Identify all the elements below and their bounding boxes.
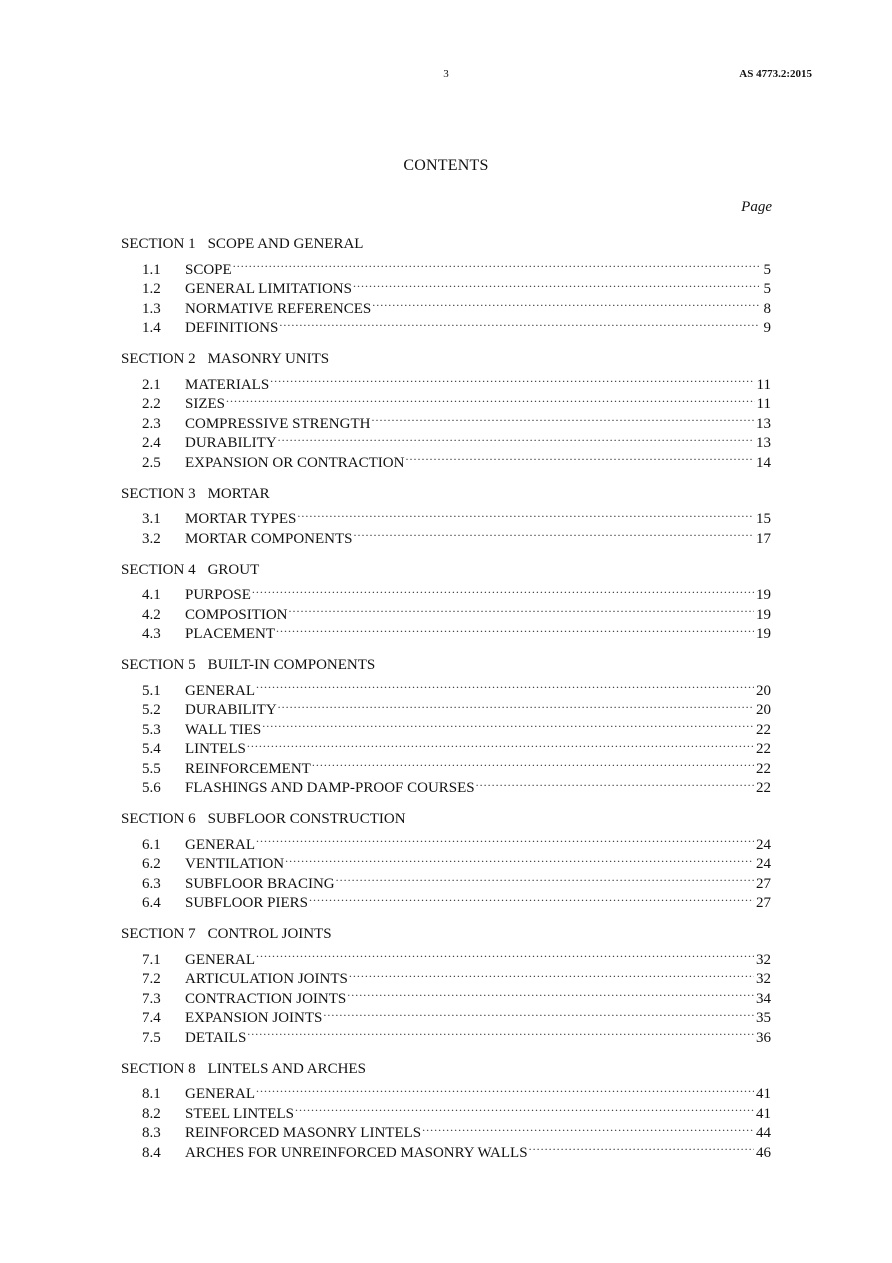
dot-leader xyxy=(284,849,754,869)
entry-page-number: 13 xyxy=(756,435,771,451)
entry-page-number: 11 xyxy=(756,396,771,412)
entry-number: 4.2 xyxy=(142,606,161,623)
entry-page-number: 5 xyxy=(763,281,771,297)
dot-leader xyxy=(255,829,754,849)
dot-leader xyxy=(294,1098,754,1118)
entry-number: 5.5 xyxy=(142,760,161,777)
entry-page-number: 19 xyxy=(756,606,771,623)
dot-leader xyxy=(322,1003,754,1023)
dot-leader xyxy=(278,313,759,333)
entry-page-number: 14 xyxy=(756,454,771,471)
section-title: CONTROL JOINTS xyxy=(207,926,332,942)
entry-number: 2.3 xyxy=(142,415,161,432)
entry-number: 7.4 xyxy=(142,1010,161,1026)
entry-page-number: 32 xyxy=(756,951,771,968)
entry-page-number: 41 xyxy=(756,1086,771,1102)
entry-page-number: 44 xyxy=(756,1125,771,1141)
entry-number: 5.1 xyxy=(142,682,161,699)
entry-title: EXPANSION OR CONTRACTION xyxy=(185,454,405,471)
toc-section xyxy=(121,234,771,336)
entry-number: 6.2 xyxy=(142,856,161,872)
entry-page-number: 20 xyxy=(756,682,771,699)
entry-title: FLASHINGS AND DAMP-PROOF COURSES xyxy=(185,780,475,796)
entry-title: REINFORCEMENT xyxy=(185,760,311,777)
section-title: SCOPE AND GENERAL xyxy=(207,236,364,252)
dot-leader xyxy=(246,1022,754,1042)
entry-number: 7.3 xyxy=(142,990,161,1007)
entry-number: 5.4 xyxy=(142,741,161,757)
dot-leader xyxy=(296,504,754,524)
toc-section xyxy=(121,560,771,642)
dot-leader xyxy=(371,293,759,313)
entry-title: DETAILS xyxy=(185,1029,247,1046)
entry-number: 1.2 xyxy=(142,281,161,297)
entry-number: 5.2 xyxy=(142,702,161,718)
entry-title: DEFINITIONS xyxy=(185,320,279,336)
entry-page-number: 46 xyxy=(756,1144,771,1161)
entry-page-number: 22 xyxy=(756,741,771,757)
entry-title: MORTAR TYPES xyxy=(185,511,297,527)
entry-page-number: 11 xyxy=(756,376,771,393)
toc-section xyxy=(121,484,771,547)
entry-title: DURABILITY xyxy=(185,702,277,718)
dot-leader xyxy=(404,447,754,467)
entry-title: PURPOSE xyxy=(185,587,251,603)
entry-page-number: 35 xyxy=(756,1010,771,1026)
entry-page-number: 17 xyxy=(756,530,771,547)
section-label: SECTION 4 xyxy=(121,561,196,578)
section-title: SUBFLOOR CONSTRUCTION xyxy=(207,811,406,827)
entry-page-number: 19 xyxy=(756,587,771,603)
dot-leader xyxy=(232,254,759,274)
entry-title: VENTILATION xyxy=(185,856,285,872)
section-label: SECTION 8 xyxy=(121,1060,196,1077)
entry-title: DURABILITY xyxy=(185,435,277,451)
entry-title: STEEL LINTELS xyxy=(185,1105,295,1122)
section-heading[interactable] xyxy=(121,484,771,504)
entry-title: COMPOSITION xyxy=(185,606,288,623)
dot-leader xyxy=(255,1079,754,1099)
section-title: GROUT xyxy=(207,561,260,578)
section-label: SECTION 5 xyxy=(121,657,196,673)
dot-leader xyxy=(308,888,754,908)
entry-page-number: 15 xyxy=(756,511,771,527)
entry-page-number: 5 xyxy=(763,261,771,278)
entry-number: 2.4 xyxy=(142,435,161,451)
section-heading[interactable] xyxy=(121,349,771,369)
dot-leader xyxy=(277,695,754,715)
entry-title: SUBFLOOR BRACING xyxy=(185,875,335,892)
entry-page-number: 24 xyxy=(756,836,771,853)
entry-title: EXPANSION JOINTS xyxy=(185,1010,323,1026)
entry-page-number: 13 xyxy=(756,415,771,432)
dot-leader xyxy=(370,408,754,428)
dot-leader xyxy=(269,369,754,389)
entry-title: ARCHES FOR UNREINFORCED MASONRY WALLS xyxy=(185,1144,528,1161)
section-label: SECTION 1 xyxy=(121,236,196,252)
section-title: MORTAR xyxy=(207,485,270,502)
entry-number: 6.4 xyxy=(142,895,161,911)
entry-title: GENERAL xyxy=(185,951,255,968)
entry-title: GENERAL xyxy=(185,682,255,699)
entry-page-number: 22 xyxy=(756,780,771,796)
entry-title: LINTELS xyxy=(185,741,246,757)
entry-number: 2.1 xyxy=(142,376,161,393)
section-label: SECTION 7 xyxy=(121,926,196,942)
toc-entry[interactable] xyxy=(121,829,771,853)
entry-number: 4.1 xyxy=(142,587,161,603)
entry-title: CONTRACTION JOINTS xyxy=(185,990,347,1007)
entry-page-number: 20 xyxy=(756,702,771,718)
entry-page-number: 8 xyxy=(763,300,771,317)
entry-title: SUBFLOOR PIERS xyxy=(185,895,308,911)
entry-title: COMPRESSIVE STRENGTH xyxy=(185,415,371,432)
section-label: SECTION 3 xyxy=(121,485,196,502)
toc-entry[interactable] xyxy=(121,944,771,968)
entry-page-number: 24 xyxy=(756,856,771,872)
toc-section xyxy=(121,924,771,1046)
entry-number: 6.1 xyxy=(142,836,161,853)
section-heading[interactable] xyxy=(121,234,771,254)
entry-title: GENERAL xyxy=(185,836,255,853)
dot-leader xyxy=(528,1137,754,1157)
toc-section xyxy=(121,655,771,796)
dot-leader xyxy=(255,675,754,695)
entry-page-number: 34 xyxy=(756,990,771,1007)
entry-number: 2.5 xyxy=(142,454,161,471)
entry-page-number: 27 xyxy=(756,895,771,911)
dot-leader xyxy=(421,1118,754,1138)
section-heading[interactable] xyxy=(121,809,771,829)
dot-leader xyxy=(288,599,754,619)
section-heading[interactable] xyxy=(121,924,771,944)
section-label: SECTION 2 xyxy=(121,351,196,367)
toc-entry[interactable] xyxy=(121,1079,771,1102)
entry-page-number: 22 xyxy=(756,721,771,738)
entry-number: 5.6 xyxy=(142,780,161,796)
entry-number: 1.3 xyxy=(142,300,161,317)
toc-section xyxy=(121,1059,771,1161)
entry-title: SCOPE xyxy=(185,261,232,278)
entry-title: ARTICULATION JOINTS xyxy=(185,971,348,987)
entry-title: GENERAL xyxy=(185,1086,255,1102)
entry-number: 7.1 xyxy=(142,951,161,968)
entry-number: 8.3 xyxy=(142,1125,161,1141)
dot-leader xyxy=(346,983,754,1003)
dot-leader xyxy=(353,523,754,543)
section-title: BUILT-IN COMPONENTS xyxy=(207,657,376,673)
dot-leader xyxy=(352,274,759,294)
dot-leader xyxy=(225,389,755,409)
table-of-contents xyxy=(121,234,771,1174)
header-standard-id: AS 4773.2:2015 xyxy=(739,68,812,80)
entry-number: 6.3 xyxy=(142,875,161,892)
entry-number: 1.4 xyxy=(142,320,161,336)
entry-title: MORTAR COMPONENTS xyxy=(185,530,353,547)
entry-number: 1.1 xyxy=(142,261,161,278)
entry-title: PLACEMENT xyxy=(185,626,275,642)
entry-page-number: 36 xyxy=(756,1029,771,1046)
entry-number: 5.3 xyxy=(142,721,161,738)
dot-leader xyxy=(275,619,754,639)
dot-leader xyxy=(348,964,754,984)
entry-title: WALL TIES xyxy=(185,721,262,738)
entry-number: 7.5 xyxy=(142,1029,161,1046)
entry-title: NORMATIVE REFERENCES xyxy=(185,300,372,317)
dot-leader xyxy=(311,753,754,773)
entry-number: 8.1 xyxy=(142,1086,161,1102)
section-heading[interactable] xyxy=(121,560,771,580)
page-column-label: Page xyxy=(741,199,772,215)
section-heading[interactable] xyxy=(121,1059,771,1079)
entry-number: 3.2 xyxy=(142,530,161,547)
dot-leader xyxy=(335,868,754,888)
entry-number: 8.2 xyxy=(142,1105,161,1122)
entry-number: 4.3 xyxy=(142,626,161,642)
dot-leader xyxy=(277,428,754,448)
dot-leader xyxy=(261,714,754,734)
dot-leader xyxy=(475,773,754,793)
entry-title: MATERIALS xyxy=(185,376,270,393)
section-label: SECTION 6 xyxy=(121,811,196,827)
toc-section xyxy=(121,349,771,471)
toc-entry[interactable] xyxy=(121,254,771,278)
entry-page-number: 32 xyxy=(756,971,771,987)
entry-number: 7.2 xyxy=(142,971,161,987)
entry-page-number: 19 xyxy=(756,626,771,642)
entry-page-number: 27 xyxy=(756,875,771,892)
toc-entry[interactable] xyxy=(121,675,771,699)
entry-number: 3.1 xyxy=(142,511,161,527)
toc-section xyxy=(121,809,771,911)
dot-leader xyxy=(251,580,754,600)
toc-entry[interactable] xyxy=(121,580,771,603)
toc-entry[interactable] xyxy=(121,504,771,527)
section-title: LINTELS AND ARCHES xyxy=(207,1060,366,1077)
section-heading[interactable] xyxy=(121,655,771,675)
dot-leader xyxy=(246,734,754,754)
entry-page-number: 22 xyxy=(756,760,771,777)
section-title: MASONRY UNITS xyxy=(207,351,330,367)
dot-leader xyxy=(255,944,754,964)
entry-page-number: 9 xyxy=(763,320,771,336)
entry-title: GENERAL LIMITATIONS xyxy=(185,281,352,297)
header-page-number: 3 xyxy=(443,68,449,80)
contents-title: CONTENTS xyxy=(403,157,489,174)
entry-title: SIZES xyxy=(185,396,226,412)
entry-title: REINFORCED MASONRY LINTELS xyxy=(185,1125,422,1141)
toc-entry[interactable] xyxy=(121,369,771,393)
entry-number: 8.4 xyxy=(142,1144,161,1161)
entry-page-number: 41 xyxy=(756,1105,771,1122)
entry-number: 2.2 xyxy=(142,396,161,412)
